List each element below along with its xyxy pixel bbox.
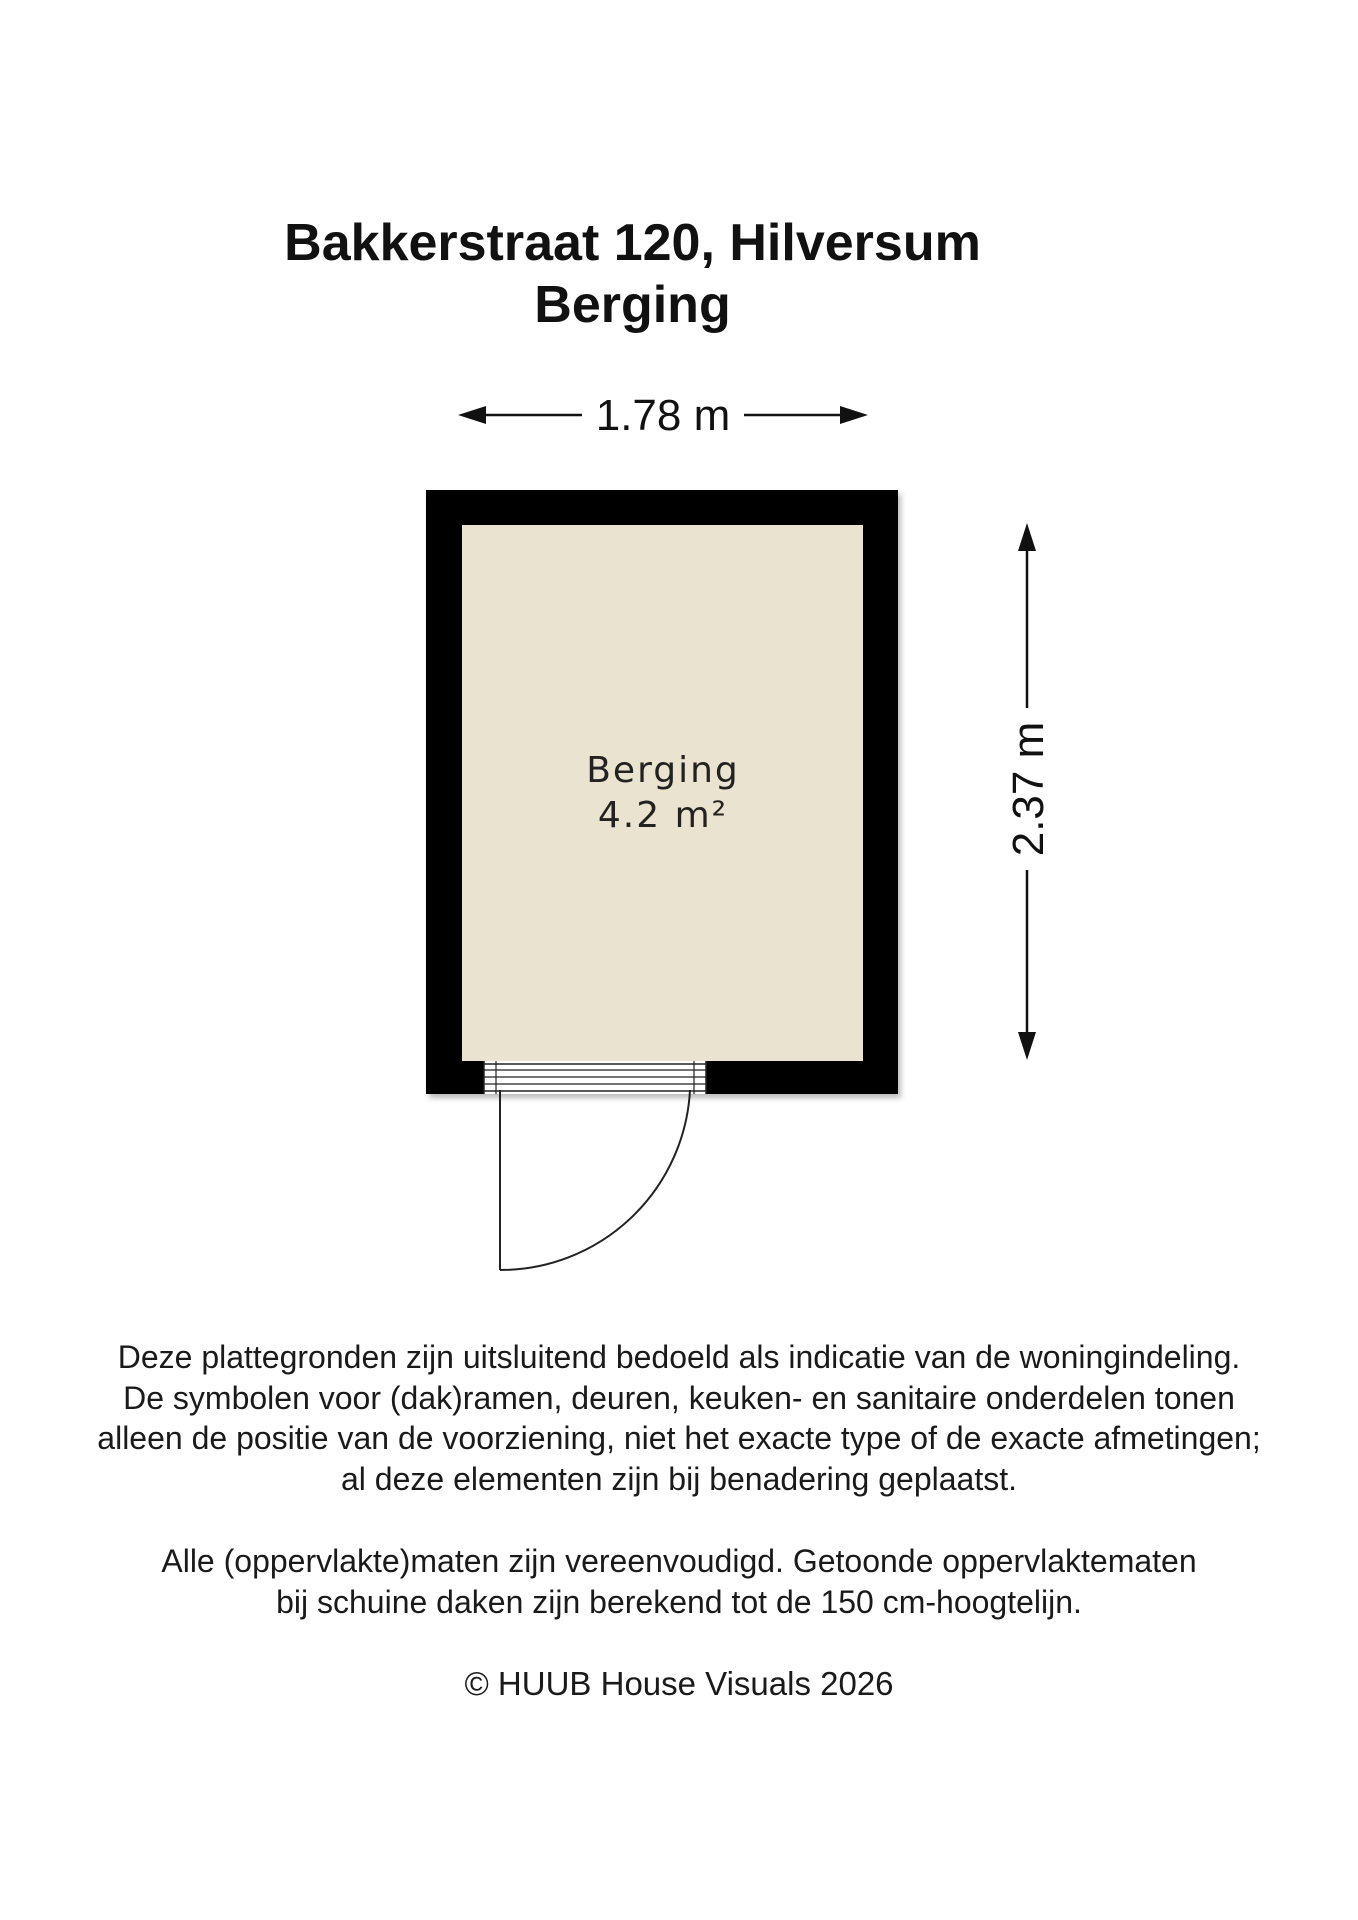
- door: [484, 1061, 706, 1270]
- room-berging: [426, 490, 901, 1270]
- room-name-label: Berging: [586, 750, 740, 791]
- room-floor: [462, 525, 863, 1061]
- disclaimer-line: Alle (oppervlakte)maten zijn vereenvoudigd. Getoonde oppervlaktematen: [161, 1543, 1197, 1579]
- page-title-room: Berging: [534, 276, 731, 334]
- arrow-up-icon: [1018, 523, 1036, 551]
- arrow-right-icon: [840, 406, 868, 424]
- width-dimension-label: 1.78 m: [595, 391, 731, 440]
- disclaimer-paragraph-2: [0, 1541, 1358, 1622]
- disclaimer-line: Deze plattegronden zijn uitsluitend bedoeld als indicatie van de woningindeling.: [117, 1339, 1241, 1375]
- disclaimer-line: bij schuine daken zijn berekend tot de 150 cm-hoogtelijn.: [276, 1583, 1082, 1620]
- arrow-down-icon: [1018, 1032, 1036, 1060]
- disclaimer-line: al deze elementen zijn bij benadering geplaatst.: [340, 1460, 1017, 1497]
- width-dimension: [458, 391, 868, 440]
- disclaimer-line: De symbolen voor (dak)ramen, deuren, keuken- en sanitaire onderdelen tonen: [123, 1379, 1235, 1416]
- arrow-left-icon: [458, 406, 486, 424]
- copyright-notice: © HUUB House Visuals 2026: [464, 1665, 894, 1702]
- disclaimer-line: alleen de positie van de voorziening, niet het exacte type of de exacte afmetingen;: [97, 1420, 1261, 1456]
- disclaimer-paragraph-1: [0, 1337, 1358, 1499]
- height-dimension: [1004, 523, 1053, 1060]
- page-title-address: Bakkerstraat 120, Hilversum: [284, 214, 981, 272]
- room-area-label: 4.2 m²: [597, 795, 729, 836]
- door-swing-arc: [500, 1090, 690, 1270]
- height-dimension-label: 2.37 m: [1004, 721, 1053, 857]
